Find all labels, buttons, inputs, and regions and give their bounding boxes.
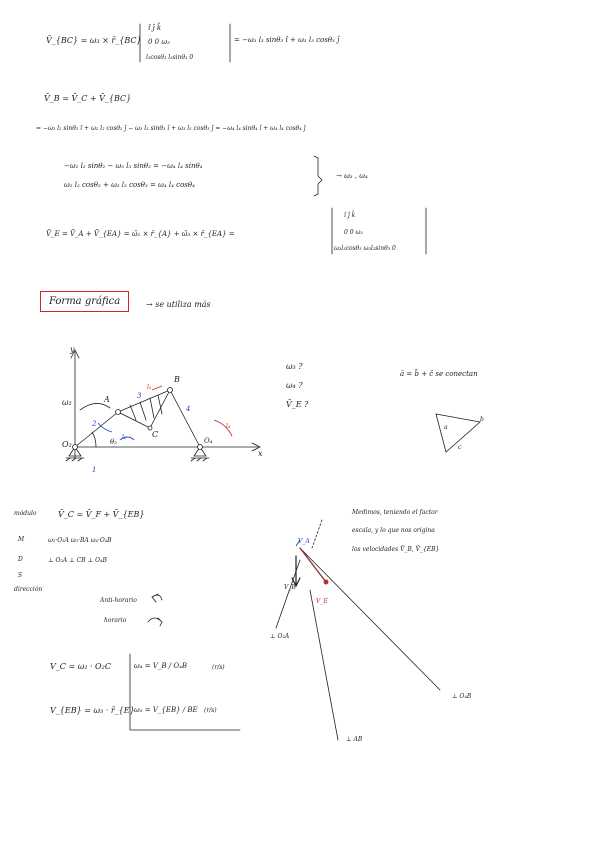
point-a-label: A [104,395,110,404]
blue-arc [98,423,112,432]
equation-ve: V̄_E = V̄_A + V̄_{EA} = ω̄₂ × r̄_{A} + ω̄₃ × r̄_{EA} = [46,230,235,238]
section-title: Forma gráfica [49,296,121,307]
point-c-label: C [152,430,159,439]
length-mark-l3 [152,386,162,390]
omega-arc [80,403,110,410]
determinant-bars [332,208,426,254]
graphical-row-d: ⊥ O₂A ⊥ CB ⊥ O₄B [48,557,107,564]
direction-label: ⊥ O₄B [452,693,472,700]
determinant-row: 0 0 ω₃ [148,38,170,46]
length-label: l₄ [226,423,231,430]
direction-line-o4b [300,548,440,690]
side-note: M [18,536,25,543]
link-o2a [75,412,118,447]
sentido-label: horario [104,617,127,624]
diagram-note-line: Medimos, teniendo el factor [352,509,438,516]
blue-arc [120,437,134,440]
formula-omega3: ω₃ = V_{EB} / BE [134,706,198,714]
equation-vbc-lhs: V̄_{BC} = ω₃ × r̄_{BC} [46,36,142,45]
length-label: l₃ [147,384,152,391]
equation-vb: V̄_B = V̄_C + V̄_{BC} [44,94,132,103]
diagram-note-line: escala, y lo que nos origina [352,527,435,534]
triangle-label: c [458,444,462,451]
velocity-label: V_B [284,584,296,591]
unknown-item: ω₄ ? [286,381,303,390]
formula-table-lines [130,654,240,730]
system-result: → ω₃ , ω₄ [336,172,368,180]
equation-vbc-rhs: = −ω₃ l₃ sinθ₃ î + ω₃ l₃ cosθ₃ ĵ [234,36,340,44]
link-number: 3 [137,392,142,400]
counterclockwise-icon [152,594,162,602]
point-b-label: B [174,375,180,384]
diagram-note-line: los velocidades V̄_B, V̄_{EB} [352,546,440,553]
direction-label: ⊥ O₂A [270,633,290,640]
blue-tick [296,540,300,546]
equation-expanded: = −ω₂ l₂ sinθ₂ î + ω₂ l₂ cosθ₂ ĵ − ω₃ l₃ sinθ₃ î + ω₃ l₃ cosθ₃ ĵ = −ω₄ l₄ sinθ₄ î + ω₄ l₄ cosθ₄ ĵ [36,125,306,132]
formula-tag: (r/s) [204,707,217,714]
axis-y [71,350,79,458]
point-o2-label: O₂ [62,440,72,449]
formula-omega4: ω₄ = V_B / O₄B [134,662,188,670]
length-label: l₂ [122,434,127,441]
vector-sum-note: ā = b̄ + c̄ se conectan [400,370,478,378]
direction-label: ⊥ AB [346,736,363,743]
note-pointer [312,520,322,548]
velocity-label: V_A [298,538,310,545]
axis-x-label: x [258,449,263,458]
direction-line-o2a [276,560,300,628]
clockwise-icon [148,618,162,626]
formula-veb: V_{EB} = ω₃ · r̄_{E} [50,706,135,715]
side-note: D [18,556,23,563]
axis-x [75,443,260,451]
determinant-row: ω₃l₃cosθ₃ ω₃l₃sinθ₃ 0 [334,245,396,252]
theta-label: θ₂ [110,438,118,446]
unknown-item: ω₃ ? [286,362,303,371]
velocity-vector-ve [300,548,326,582]
sentido-label: Anti-horario [100,597,137,604]
graphical-row-m: ω₂·O₂A ω₃·BA ω₄·O₄B [48,537,112,544]
triangle-label: a [444,424,448,431]
graphical-equation: V̄_C = V̄_F + V̄_{EB} [58,510,145,519]
determinant-row: l₃cosθ₃ l₃sinθ₃ 0 [146,54,194,61]
side-note: módulo [14,510,37,517]
determinant-row: 0 0 ω₃ [344,229,363,236]
vector-triangle [436,414,480,452]
section-note: → se utiliza más [146,300,211,309]
formula-tag: (r/s) [212,664,225,671]
omega-label: ω₂ [62,398,72,407]
theta-arc [92,432,96,447]
direction-line-ab [310,590,338,740]
triangle-label: b [480,416,484,423]
velocity-label: V_E [316,598,328,605]
system-brace [314,156,322,196]
determinant-row: î ĵ k̂ [148,24,162,32]
length-arc-l4 [214,420,232,436]
unknown-item: V̄_E ? [286,400,309,409]
link-ab [118,390,170,412]
system-row: ω₂ l₂ cosθ₂ + ω₃ l₃ cosθ₃ = ω₄ l₄ cosθ₄ [64,181,195,189]
hatch-lines [130,395,162,420]
system-row: −ω₂ l₂ sinθ₂ − ω₃ l₃ sinθ₃ = −ω₄ l₄ sinθ₄ [64,162,203,170]
point-o4-label: O₄ [204,437,213,445]
link-bo4 [170,390,200,447]
link-number: 1 [92,466,97,474]
side-note: dirección [14,586,43,593]
axis-y-label: y [70,345,75,354]
link-number: 2 [92,420,97,428]
determinant-bars [140,24,230,62]
side-note: S [18,572,23,579]
determinant-row: î ĵ k̂ [344,212,356,219]
link-number: 4 [186,405,191,413]
formula-vc: V_C = ω₂ · O₂C [50,662,111,671]
